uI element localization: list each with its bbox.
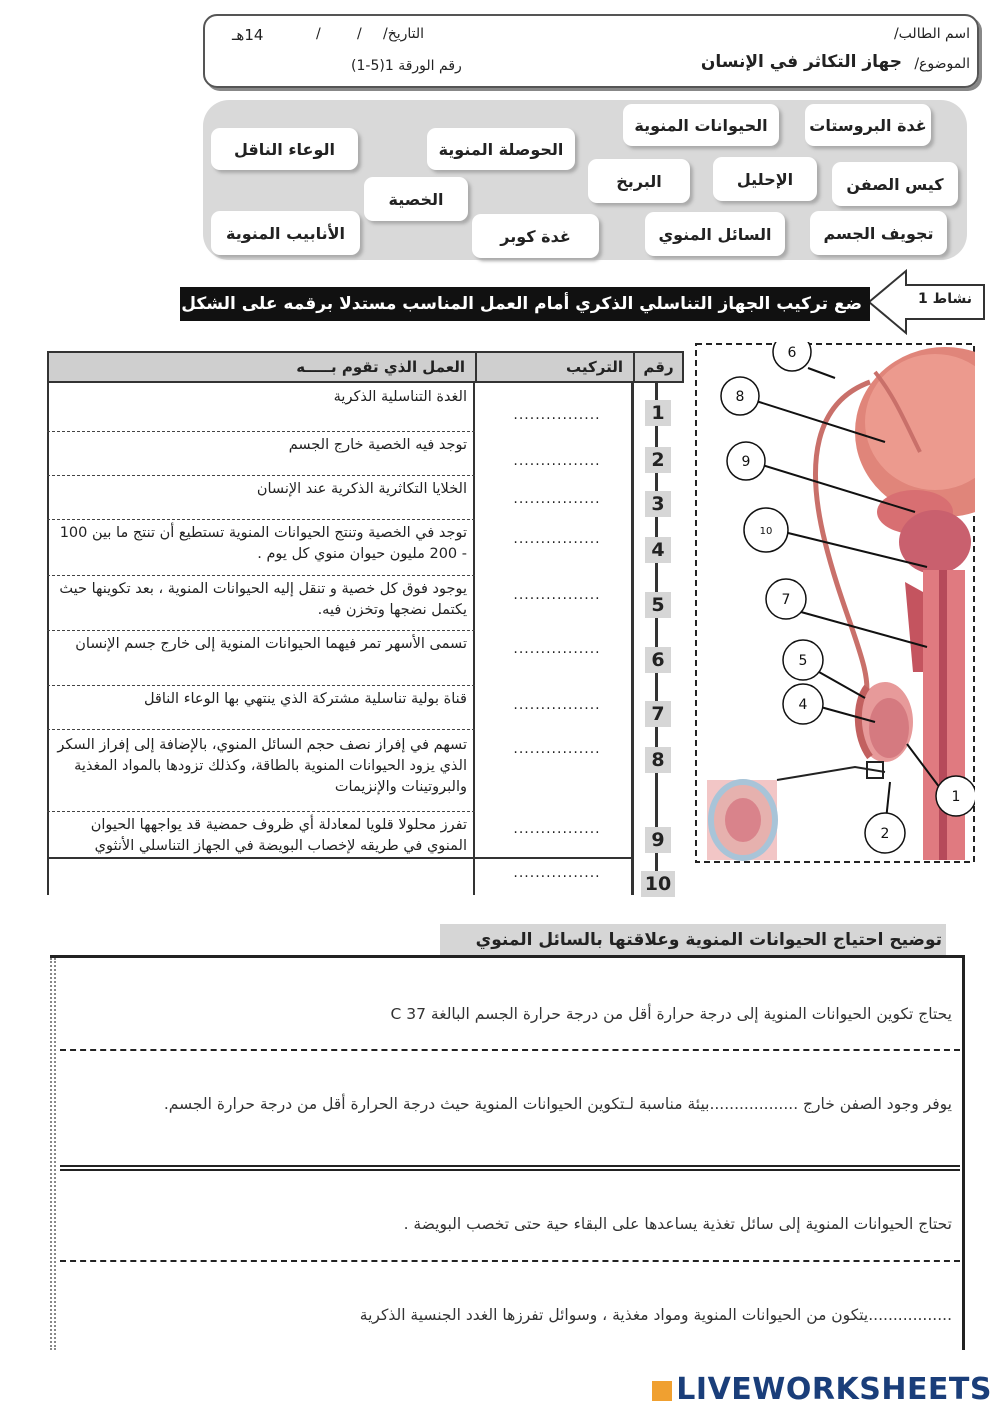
- word-chip[interactable]: الإحليل: [713, 157, 817, 201]
- row-divider: [47, 475, 475, 476]
- activity-instruction: ضع تركيب الجهاز التناسلي الذكري أمام العمل المناسب مستدلا برقمه على الشكل: [180, 287, 870, 321]
- explanation-title: توضيح احتياج الحيوانات المنوية وعلاقتها بالسائل المنوي: [440, 924, 946, 956]
- row-number: 1: [645, 400, 671, 426]
- word-chip[interactable]: غدة كوبر: [472, 214, 599, 258]
- word-chip[interactable]: تجويف الجسم: [810, 211, 947, 255]
- table-row-function: تسهم في إفراز نصف حجم السائل المنوي، بالإضافة إلى إفراز السكر الذي يزود الحيوانات المنوية بالطاقة، وكذلك تزودها بالمواد المغذية والبروتينات والإنزيمات: [57, 737, 467, 795]
- separator: [60, 1169, 960, 1171]
- table-border: [631, 383, 634, 895]
- box-left-border: [50, 958, 56, 1350]
- word-chip[interactable]: الحوصلة المنوية: [427, 128, 575, 170]
- student-name-label: اسم الطالب/: [893, 26, 970, 42]
- header-number: رقم: [633, 351, 684, 383]
- diagram-label: 5: [798, 653, 808, 669]
- answer-blank[interactable]: ................: [513, 865, 601, 881]
- table-row-function: الخلايا التكاثرية الذكرية عند الإنسان: [256, 481, 467, 497]
- row-number: 9: [645, 827, 671, 853]
- answer-blank[interactable]: ................: [513, 821, 601, 837]
- male-reproductive-diagram: [695, 342, 975, 864]
- sheet-number: رقم الورقة 1(5-1): [351, 58, 462, 74]
- explanation-item: تحتاج الحيوانات المنوية إلى سائل تغذية يساعدها على البقاء حية حتى تخصب البويضة .: [403, 1215, 952, 1233]
- liveworksheets-logo: [652, 1372, 992, 1407]
- row-number: 6: [645, 647, 671, 673]
- answer-blank[interactable]: ................: [513, 697, 601, 713]
- row-number: 4: [645, 537, 671, 563]
- date-slash: /: [357, 26, 362, 42]
- diagram-label: 9: [741, 454, 751, 470]
- header-function: العمل الذي تقوم بـــــه: [47, 351, 477, 383]
- word-chip[interactable]: الوعاء الناقل: [211, 128, 358, 170]
- word-chip[interactable]: السائل المنوي: [645, 212, 785, 256]
- row-divider: [47, 630, 475, 631]
- diagram-label: 7: [781, 592, 791, 608]
- separator: [60, 1049, 960, 1051]
- diagram-label: 6: [787, 345, 797, 361]
- row-number: 7: [645, 701, 671, 727]
- date-year: 14هـ: [232, 26, 264, 44]
- row-number: 3: [645, 491, 671, 517]
- row-divider: [47, 519, 475, 520]
- word-chip[interactable]: كيس الصفن: [832, 162, 958, 206]
- diagram-label: 4: [798, 697, 808, 713]
- answer-blank[interactable]: ................: [513, 587, 601, 603]
- date-slash: /: [316, 26, 321, 42]
- subject-value: جهاز التكاثر في الإنسان: [700, 52, 902, 72]
- table-row-function: يوجود فوق كل خصية و تنقل إليه الحيوانات المنوية ، بعد تكوينها حيث يكتمل نضجها وتخزن فيه.: [59, 581, 467, 618]
- table-row-function: قناة بولية تناسلية مشتركة الذي ينتهي بها الوعاء الناقل: [143, 691, 467, 707]
- answer-blank[interactable]: ................: [513, 453, 601, 469]
- table-row-function: تفرز محلولا قلويا لمعادلة أي ظروف حمضية قد يواجهها الحيوان المنوي في طريقه لإخصاب البويضة في الجهاز التناسلي الأنثوي: [90, 817, 467, 854]
- row-number: 8: [645, 747, 671, 773]
- explanation-box: [50, 955, 965, 1350]
- subject-label: الموضوع/: [914, 56, 970, 72]
- logo-text: LIVEWORKSHEETS: [676, 1372, 992, 1407]
- table-row-function: تسمى الأسهر تمر فيهما الحيوانات المنوية إلى خارج جسم الإنسان: [75, 636, 467, 652]
- word-chip[interactable]: الحيوانات المنوية: [623, 104, 779, 146]
- word-chip[interactable]: البربخ: [588, 159, 690, 203]
- explanation-item: .................يتكون من الحيوانات المنوية ومواد مغذية ، وسوائل تفرزها الغدد الجنسية الذكرية: [359, 1306, 952, 1324]
- diagram-label: 1: [951, 789, 961, 805]
- explanation-item: يوفر وجود الصفن خارج ..................بيئة مناسبة لـتكوين الحيوانات المنوية حيث درجة الحرارة أقل من درجة حرارة الجسم.: [163, 1095, 952, 1113]
- answer-blank[interactable]: ................: [513, 407, 601, 423]
- row-divider: [47, 575, 475, 576]
- row-divider: [47, 431, 475, 432]
- date-label: التاريخ/: [383, 26, 425, 42]
- diagram-label: 2: [880, 826, 890, 842]
- table-row-function: توجد في الخصية وتنتج الحيوانات المنوية تستطيع أن تنتج ما بين 100 - 200 مليون حيوان منوي كل يوم .: [59, 525, 467, 562]
- word-chip[interactable]: الأنابيب المنوية: [211, 211, 360, 255]
- answer-blank[interactable]: ................: [513, 641, 601, 657]
- activity-badge: نشاط 1: [918, 291, 972, 307]
- answer-blank[interactable]: ................: [513, 741, 601, 757]
- separator: [60, 1260, 960, 1262]
- diagram-label: 10: [759, 526, 773, 537]
- row-number: 10: [641, 871, 675, 897]
- row-divider: [47, 729, 475, 730]
- prostate-shape: [899, 510, 971, 574]
- logo-icon: [652, 1381, 672, 1401]
- answer-blank[interactable]: ................: [513, 491, 601, 507]
- row-number: 5: [645, 592, 671, 618]
- row-number: 2: [645, 447, 671, 473]
- row-divider: [47, 811, 475, 812]
- table-row-function: توجد فيه الخصية خارج الجسم: [288, 437, 467, 453]
- diagram-label: 8: [735, 389, 745, 405]
- table-row-function: الغدة التناسلية الذكرية: [333, 389, 467, 405]
- explanation-item: يحتاج تكوين الحيوانات المنوية إلى درجة حرارة أقل من درجة حرارة الجسم البالغة 37 C: [390, 1005, 952, 1023]
- answer-blank[interactable]: ................: [513, 531, 601, 547]
- word-chip[interactable]: الخصية: [364, 177, 468, 221]
- separator: [60, 1165, 960, 1167]
- header-structure: التركيب: [475, 351, 635, 383]
- word-chip[interactable]: غدة البروستات: [805, 104, 931, 146]
- row-divider: [47, 685, 475, 686]
